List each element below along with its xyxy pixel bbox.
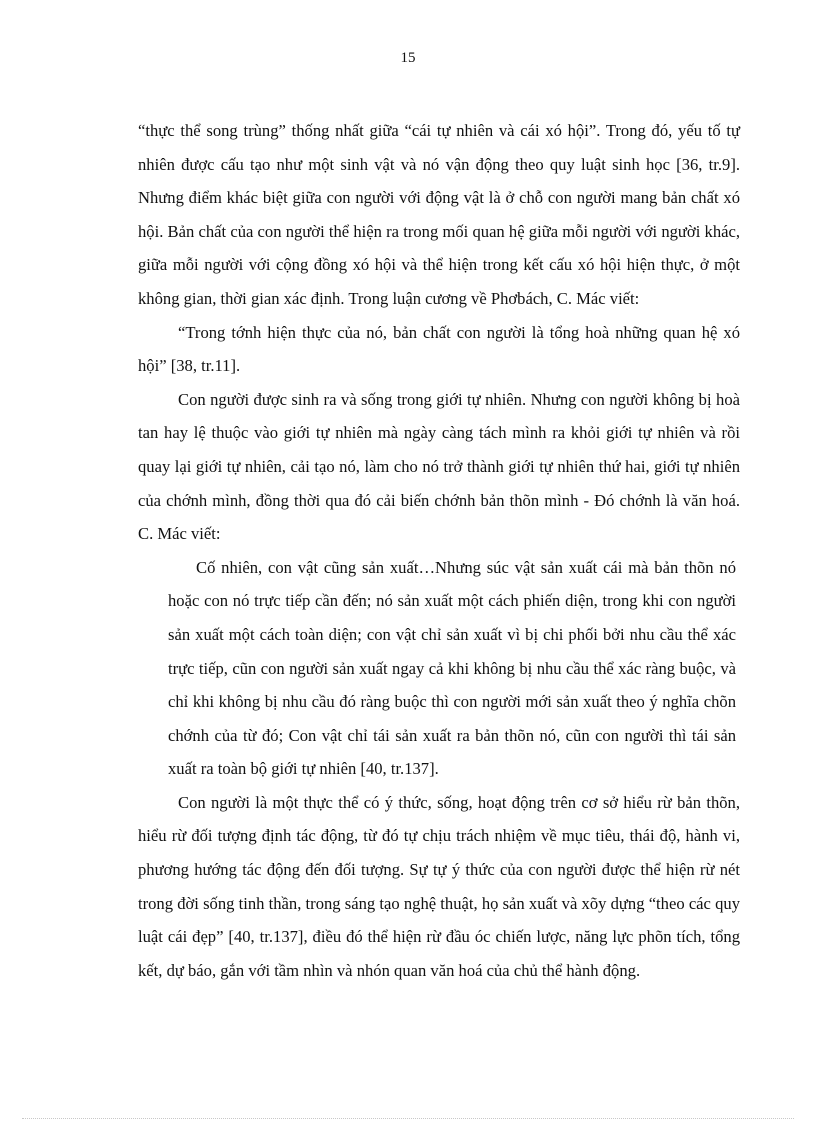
page-bottom-rule bbox=[22, 1118, 794, 1119]
paragraph-culture: Con người được sinh ra và sống trong giới tự nhiên. Nhưng con người không bị hoà tan hay lệ thuộc vào giới tự nhiên mà ngày càng tách mình ra khỏi giới tự nhiên và rồi quay lại giới tự nhiên, cải tạo nó, làm cho nó trở thành giới tự nhiên thứ hai, giới tự nhiên của chớnh mình, đồng thời qua đó cải biến chớnh bản thõn mình - Đó chớnh là văn hoá. C. Mác viết: bbox=[138, 389, 740, 544]
paragraph-continuation: “thực thể song trùng” thống nhất giữa “cái tự nhiên và cái xó hội”. Trong đó, yếu tố tự nhiên được cấu tạo như một sinh vật và nó vận động theo quy luật sinh học [36, tr.9]. Nhưng điểm khác biệt giữa con người với động vật là ở chỗ con người mang bản chất xó hội. Bản chất của con người thể hiện ra trong mối quan hệ giữa mỗi người với người khác, giữa mỗi người với cộng đồng xó hội và thể hiện trong kết cấu xó hội hiện thực, ở một không gian, thời gian xác định. Trong luận cương về Phơbách, C. Mác viết: bbox=[138, 121, 740, 308]
document-body bbox=[138, 114, 740, 987]
paragraph-consciousness: Con người là một thực thể có ý thức, sống, hoạt động trên cơ sở hiểu rừ bản thõn, hiểu rừ đối tượng định tác động, từ đó tự chịu trách nhiệm về mục tiêu, thái độ, hành vi, phương hướng tác động đến đối tượng. Sự tự ý thức của con người được thể hiện rừ nét trong đời sống tinh thần, trong sáng tạo nghệ thuật, họ sản xuất và xõy dựng “theo các quy luật cái đẹp” [40, tr.137], điều đó thể hiện rừ đầu óc chiến lược, năng lực phõn tích, tổng kết, dự báo, gắn với tầm nhìn và nhón quan văn hoá của chủ thể hành động. bbox=[138, 792, 740, 980]
page-number: 15 bbox=[400, 50, 416, 66]
inline-quote-paragraph: “Trong tớnh hiện thực của nó, bản chất con người là tổng hoà những quan hệ xó hội” [38, tr.11]. bbox=[138, 322, 740, 376]
block-quote: Cố nhiên, con vật cũng sản xuất…Nhưng súc vật sản xuất cái mà bản thõn nó hoặc con nó trực tiếp cần đến; nó sản xuất một cách phiến diện, trong khi con người sản xuất một cách toàn diện; con vật chỉ sản xuất vì bị chi phối bởi nhu cầu thể xác trực tiếp, cũn con người sản xuất ngay cả khi không bị nhu cầu thể xác ràng buộc, và chỉ khi không bị nhu cầu đó ràng buộc thì con người mới sản xuất theo ý nghĩa chõn chớnh của từ đó; Con vật chỉ tái sản xuất ra bản thõn nó, cũn con người thì tái sản xuất ra toàn bộ giới tự nhiên [40, tr.137]. bbox=[168, 557, 736, 779]
